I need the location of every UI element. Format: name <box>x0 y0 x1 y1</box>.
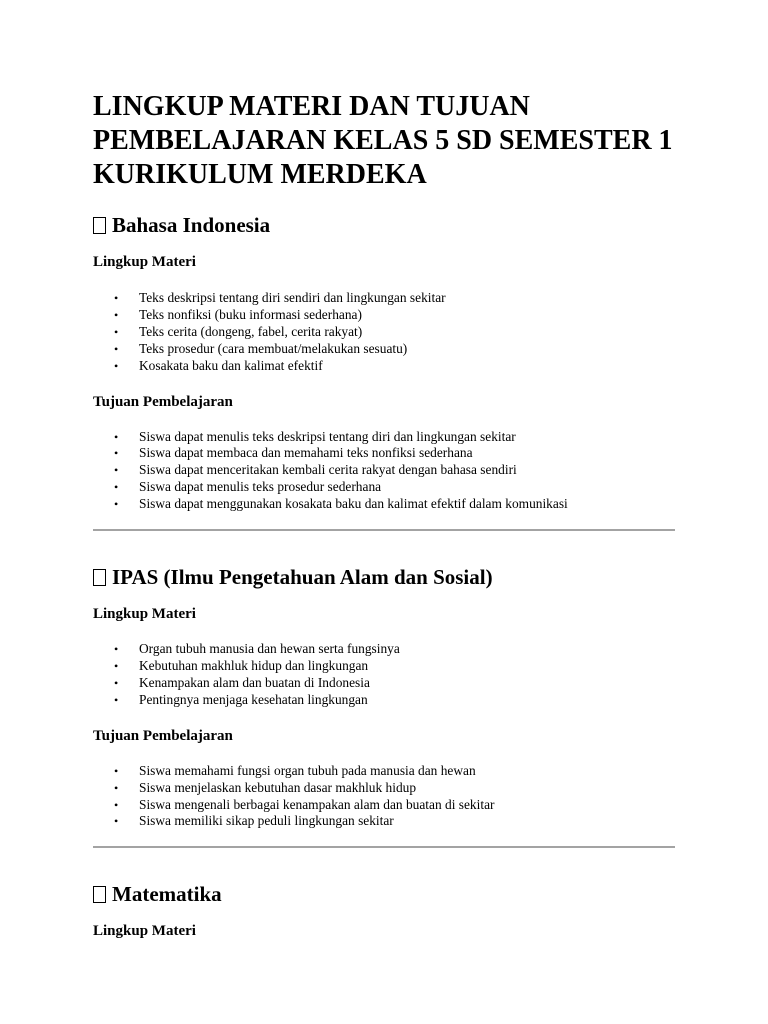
list-item: • Siswa mengenali berbagai kenampakan alam dan buatan di sekitar <box>93 797 675 814</box>
list-item: • Kosakata baku dan kalimat efektif <box>93 358 675 375</box>
document-title: LINGKUP MATERI DAN TUJUAN PEMBELAJARAN KELAS 5 SD SEMESTER 1 KURIKULUM MERDEKA <box>93 91 673 190</box>
list-item: • Siswa memahami fungsi organ tubuh pada manusia dan hewan <box>93 763 675 780</box>
list-item: • Siswa menjelaskan kebutuhan dasar makhluk hidup <box>93 780 675 797</box>
section-heading-bahasa-indonesia <box>93 212 675 238</box>
list-item: • Siswa dapat membaca dan memahami teks nonfiksi sederhana <box>93 445 675 462</box>
document-content <box>93 0 675 941</box>
subheading-tujuan-pembelajaran: Tujuan Pembelajaran <box>93 727 233 744</box>
lingkup-materi-list <box>93 641 675 709</box>
subheading-tujuan-pembelajaran: Tujuan Pembelajaran <box>93 393 233 410</box>
lingkup-materi-list <box>93 290 675 375</box>
subheading-lingkup-materi: Lingkup Materi <box>93 606 196 623</box>
list-item: • Organ tubuh manusia dan hewan serta fungsinya <box>93 641 675 658</box>
section-heading-text: Bahasa Indonesia <box>112 213 271 237</box>
list-item: • Siswa dapat menggunakan kosakata baku dan kalimat efektif dalam komunikasi <box>93 496 675 513</box>
missing-glyph-box-icon <box>93 569 106 586</box>
list-item: • Pentingnya menjaga kesehatan lingkungan <box>93 692 675 709</box>
list-item: • Teks cerita (dongeng, fabel, cerita rakyat) <box>93 324 675 341</box>
subheading-lingkup-materi: Lingkup Materi <box>93 923 196 940</box>
missing-glyph-box-icon <box>93 886 106 903</box>
list-item: • Siswa dapat menulis teks deskripsi tentang diri dan lingkungan sekitar <box>93 429 675 446</box>
missing-glyph-box-icon <box>93 217 106 234</box>
section-heading-text: Matematika <box>112 882 222 907</box>
subheading-lingkup-materi: Lingkup Materi <box>93 254 196 270</box>
list-item: • Teks nonfiksi (buku informasi sederhana) <box>93 307 675 324</box>
section-heading-ipas <box>93 564 675 590</box>
list-item: • Siswa memiliki sikap peduli lingkungan sekitar <box>93 813 675 830</box>
section-divider <box>93 846 675 848</box>
list-item: • Siswa dapat menulis teks prosedur sederhana <box>93 479 675 496</box>
section-heading-text: IPAS (Ilmu Pengetahuan Alam dan Sosial) <box>112 565 493 590</box>
list-item: • Teks prosedur (cara membuat/melakukan sesuatu) <box>93 341 675 358</box>
list-item: • Kenampakan alam dan buatan di Indonesia <box>93 675 675 692</box>
list-item: • Kebutuhan makhluk hidup dan lingkungan <box>93 658 675 675</box>
tujuan-pembelajaran-list <box>93 429 675 514</box>
list-item: • Teks deskripsi tentang diri sendiri dan lingkungan sekitar <box>93 290 675 307</box>
section-heading-matematika <box>93 881 675 907</box>
tujuan-pembelajaran-list <box>93 763 675 831</box>
section-divider <box>93 529 675 531</box>
list-item: • Siswa dapat menceritakan kembali cerita rakyat dengan bahasa sendiri <box>93 462 675 479</box>
